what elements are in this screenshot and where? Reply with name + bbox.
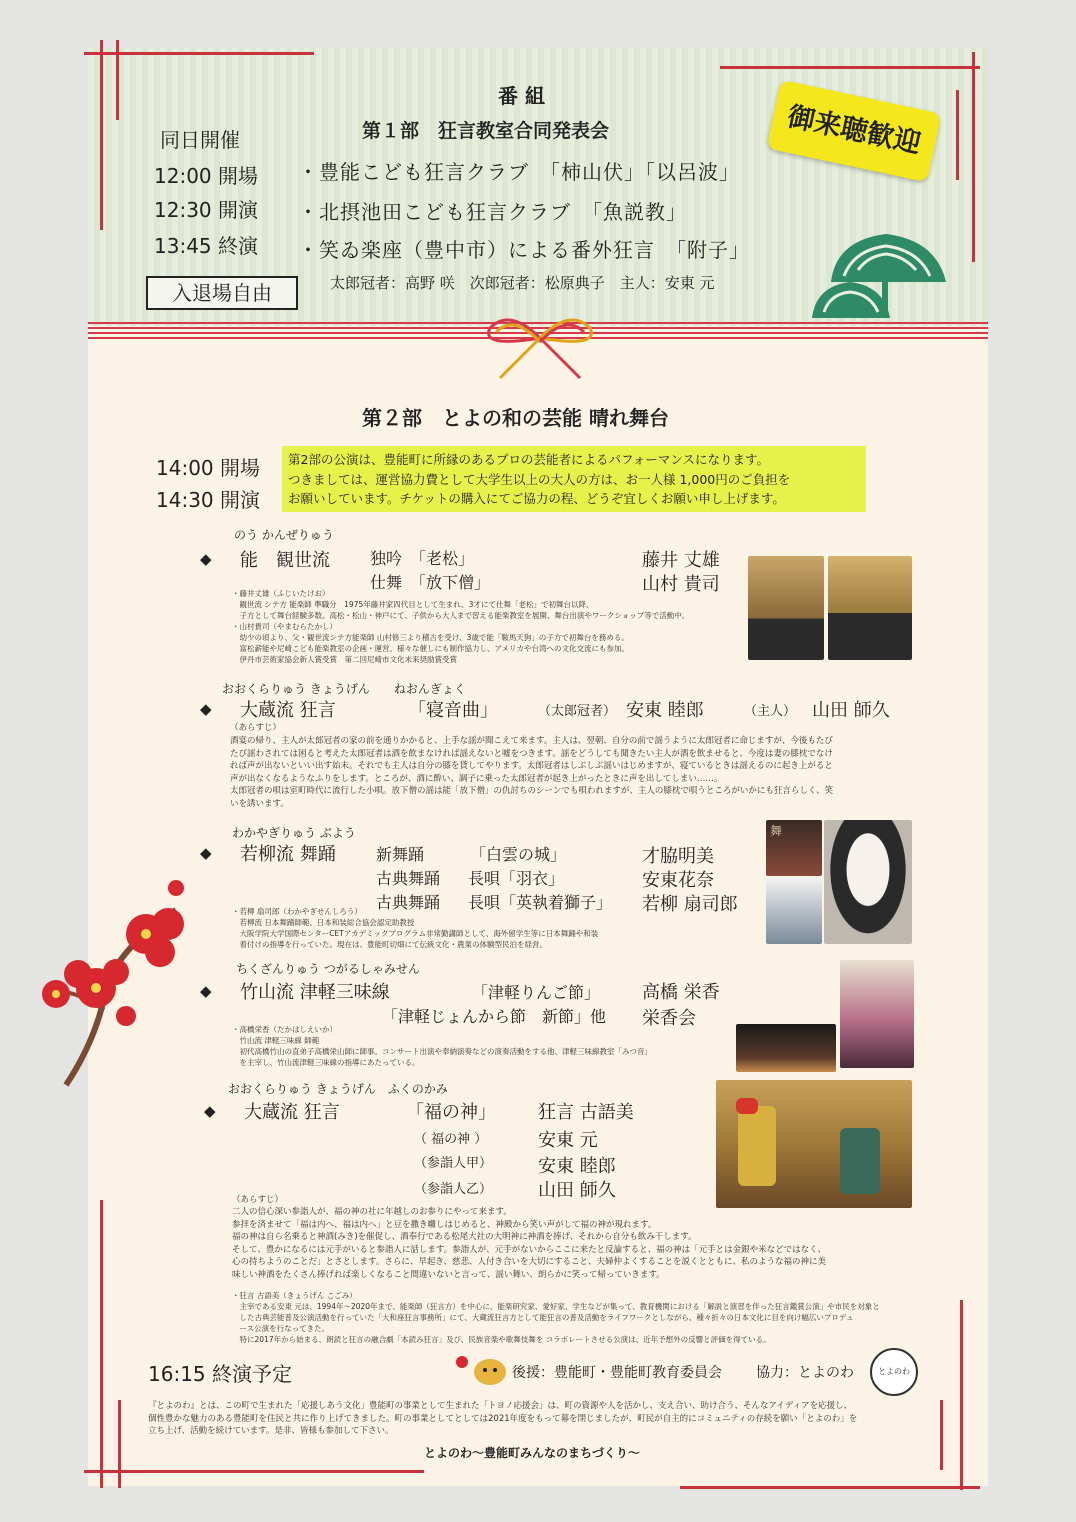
- buyo-category: 古典舞踊: [376, 869, 441, 888]
- actor-figure: [738, 1106, 776, 1186]
- diamond-bullet-icon: ◆: [200, 550, 212, 568]
- part1-title: 第１部 狂言教室合同発表会: [362, 120, 610, 142]
- noh-performer: 藤井 丈雄: [642, 550, 720, 571]
- actor-mask: [736, 1098, 758, 1114]
- synopsis-line: 酒宴の帰り、主人が太郎冠者の家の前を通りかかると、上手な謡が聞こえて来ます。主人は、翌朝、自分の前で謡うように太郎冠者に命じますが、今後もたび: [230, 736, 833, 746]
- part2-open-time: 14:00 開場: [156, 456, 260, 480]
- bio-line: ・若柳 扇司郎（わかやぎせんしろう）: [232, 907, 362, 916]
- synopsis-line: そして、豊かになるには元手がいると参詣人に話します。参詣人が、元手がないからここに来たと反論すると、福の神は「元手とは金銀や米などではなく、: [232, 1244, 826, 1255]
- about-line: 個性豊かな魅力のある豊能町を住民と共に作り上げてきました。町の事業としてとしては2021年度をもって幕を閉じましたが、町民が自主的にコミュニティの存続を願い「とよのわ」を: [148, 1413, 858, 1424]
- welcome-sign-text: 御来聴歓迎: [784, 101, 924, 160]
- bio-line: 幼少の頃より、父・観世流シテ方能楽師 山村修三より稽古を受け、3歳で能「鞍馬天狗」の子方で初舞台を務める。: [232, 633, 629, 642]
- kyogen1-name: 大蔵流 狂言: [240, 700, 336, 721]
- part2-start-time: 14:30 開演: [156, 488, 260, 512]
- noh-photo-2: [828, 556, 912, 660]
- buyo-performer: 才脇明美: [642, 846, 714, 867]
- frame-line: [100, 1200, 103, 1488]
- kyogen1-role: （太郎冠者）: [538, 704, 617, 719]
- bio-line: 着付けの指導を行っていた。現在は、豊能町切畑にて伝統文化・農業の体験型民泊を経営。: [232, 940, 547, 949]
- frame-line: [956, 90, 959, 180]
- kyogen2-program: 「福の神」: [406, 1102, 496, 1123]
- bio-line: 主宰である安東 元は、1994年〜2020年まで、能楽師（狂言方）を中心に、能楽研究家、愛好家、学生などが集って、教育機関における「解説と演習を伴った狂言鑑賞公演」や市民を対象と: [232, 1302, 880, 1311]
- shamisen-ruby: ちくざんりゅう つがるしゃみせん: [236, 962, 420, 976]
- bio-line: ・山村貴司（やまむらたかし）: [232, 622, 337, 631]
- bio-line: 子方として舞台経験多数。高松・松山・神戸にて、子供から大人まで習える能楽教室を展開、舞台出演やワークショップ等で活動中。: [232, 611, 690, 620]
- synopsis-line: 福の神は自ら名乗ると神酒(みき)を催促し、酒奉行である松尾大社の大明神に神酒を捧げ、それから自分も飲み干します。: [232, 1232, 697, 1242]
- buyo-program: 長唄「羽衣」: [468, 869, 565, 888]
- buyo-ruby: わかやぎりゅう ぶよう: [232, 826, 356, 840]
- noh-name: 能 観世流: [240, 550, 330, 571]
- buyo-name: 若柳流 舞踊: [240, 844, 336, 865]
- kyogen2-role: （参詣人乙）: [414, 1182, 493, 1197]
- buyo-bio: [232, 906, 652, 950]
- part1-item: ・北摂池田こども狂言クラブ 「魚説教」: [298, 200, 687, 224]
- actor-figure: [840, 1128, 880, 1194]
- bio-line: ・狂言 古語美（きょうげん こごみ）: [232, 1291, 357, 1300]
- frame-line: [100, 40, 103, 230]
- page-title: 番 組: [498, 84, 545, 108]
- buyo-category: 古典舞踊: [376, 893, 441, 912]
- shamisen-bio: [232, 1024, 712, 1068]
- part1-open-time: 12:00 開場: [154, 164, 258, 188]
- part2-title: 第２部 とよの和の芸能 晴れ舞台: [362, 406, 669, 430]
- notice-box: [282, 446, 866, 512]
- frame-line: [680, 1486, 980, 1489]
- tagline: とよのわ〜豊能町みんなのまちづくり〜: [424, 1446, 640, 1460]
- notice-line: お願いしています。チケットの購入にてご協力の程、どうぞ宜しくお願い申し上げます。: [288, 491, 785, 506]
- kyogen2-bio: [232, 1290, 944, 1345]
- kyogen1-program: 「寝音曲」: [408, 700, 498, 721]
- diamond-bullet-icon: ◆: [200, 700, 212, 718]
- synopsis-label: （あらすじ）: [232, 1195, 284, 1205]
- pine-tree-icon: [806, 220, 966, 324]
- bio-line: 初代高橋竹山の直弟子高橋栄山師に師事。コンサート出演や奉納演奏などの演奏活動をする他、津軽三味線教室「みつ音」: [232, 1047, 652, 1056]
- part1-end-time: 13:45 終演: [154, 234, 258, 258]
- shamisen-performer: 高橋 栄香: [642, 982, 720, 1003]
- diamond-bullet-icon: ◆: [200, 844, 212, 862]
- noh-program: 独吟 「老松」: [370, 549, 475, 568]
- logo-text: とよのわ: [878, 1367, 910, 1376]
- bio-line: ース公演を行なってきた。: [232, 1324, 330, 1333]
- bio-line: 若柳流 日本舞踊師範、日本和装総合協会認定助教授: [232, 918, 415, 927]
- kyogen1-actor: 安東 睦郎: [626, 700, 704, 721]
- synopsis-line: いを誘います。: [230, 798, 289, 809]
- noh-performer: 山村 貴司: [642, 574, 720, 595]
- kyogen1-synopsis: [230, 735, 942, 810]
- synopsis-line: たび謡わされては困ると考えた太郎冠者は酒を飲まなければ謡えないと嘘をつきます。謡をどうしても聞きたい主人が酒を飲ませると、今度は妻の膝枕でなけ: [230, 748, 833, 759]
- kyogen2-role: （ 福の神 ）: [414, 1132, 488, 1147]
- buyo-performer: 若柳 扇司郎: [642, 894, 738, 915]
- about-text: [148, 1400, 938, 1438]
- support-text: 後援：豊能町・豊能町教育委員会: [512, 1365, 722, 1381]
- buyo-program: 長唄「英執着獅子」: [468, 893, 613, 912]
- synopsis-line: れば声が出ないといい出す始末。それでも主人は自分の膝を貸してやります。太郎冠者はしぶしぶ謡いはじめますが、寝ているときは謡えるのに起き上がると: [230, 761, 833, 771]
- shamisen-photo-1: [736, 1024, 836, 1072]
- part1-start-time: 12:30 開演: [154, 198, 258, 222]
- bio-line: 竹山流 津軽三味線 師範: [232, 1036, 320, 1045]
- buyo-program: 「白雲の城」: [470, 845, 567, 864]
- shamisen-program: 「津軽りんご節」: [472, 983, 601, 1002]
- kyogen2-name: 大蔵流 狂言: [244, 1102, 340, 1123]
- end-time: 16:15 終演予定: [148, 1362, 292, 1386]
- free-entry-box: 入退場自由: [146, 276, 298, 310]
- plum-blossom-icon: [26, 870, 196, 1090]
- cooperation-text: 協力：とよのわ: [756, 1365, 854, 1381]
- noh-photo-1: [748, 556, 824, 660]
- frame-line: [960, 1300, 963, 1490]
- kyogen1-ruby: おおくらりゅう きょうげん ねおんぎょく: [222, 682, 466, 696]
- noh-bio: [232, 588, 752, 665]
- bio-line: を主宰し、竹山流津軽三味線の指導にあたっている。: [232, 1058, 420, 1067]
- synopsis-line: 二人の信心深い参詣人が、福の神の社に年越しのお参りにやって来ます。: [232, 1207, 512, 1217]
- buyo-photo-2: [766, 878, 822, 944]
- shamisen-photo-2: [840, 960, 914, 1068]
- diamond-bullet-icon: ◆: [200, 982, 212, 1000]
- diamond-bullet-icon: ◆: [204, 1102, 216, 1120]
- bio-line: 大阪学院大学国際センターCETアカデミックプログラム非常勤講師として、海外留学生等に日本舞踊や和装: [232, 929, 599, 938]
- shamisen-program: 「津軽じょんから節 新節」他: [382, 1007, 607, 1026]
- kyogen2-lead: 狂言 古語美: [538, 1102, 634, 1123]
- bio-line: した古典芸能普及公演活動を行っていた「大和座狂言事務所」にて、大蔵流狂言方として能狂言の普及活動をライフワークとしながら、種々折々の日本文化に目を向け幅広いプロデュ: [232, 1313, 854, 1322]
- kyogen2-photo: [716, 1080, 912, 1208]
- same-day-label: 同日開催: [160, 128, 240, 152]
- part1-item: ・豊能こども狂言クラブ 「柿山伏」「以呂波」: [298, 160, 740, 184]
- part1-cast: 太郎冠者：高野 咲 次郎冠者：松原典子 主人：安東 元: [330, 274, 715, 292]
- shamisen-name: 竹山流 津軽三味線: [240, 982, 390, 1003]
- bio-line: ・高橋栄香（たかはしえいか）: [232, 1025, 337, 1034]
- synopsis-line: 声が出なくなるようなふりをします。ところが、酒に酔い、調子に乗った太郎冠者が起き上がったときに声を出してしまい……。: [230, 773, 723, 784]
- kyogen2-role: （参詣人甲）: [414, 1156, 493, 1171]
- noh-program: 仕舞 「放下僧」: [370, 573, 491, 592]
- frame-line: [720, 66, 980, 69]
- part1-item: ・笑ゐ楽座（豊中市）による番外狂言 「附子」: [298, 238, 750, 262]
- shamisen-performer: 栄香会: [642, 1008, 696, 1029]
- buyo-photo-1: [766, 820, 822, 876]
- bio-line: 富松薪能や尼崎こども能楽教室の企画・運営、様々な催しにも制作協力し、アメリカや台湾への文化交流にも参加。: [232, 644, 629, 653]
- noh-ruby: のう かんぜりゅう: [234, 528, 334, 542]
- buyo-category: 新舞踊: [376, 845, 425, 864]
- buyo-photo-3: [824, 820, 912, 944]
- notice-line: 第2部の公演は、豊能町に所縁のあるプロの芸能者によるパフォーマンスになります。: [288, 452, 769, 467]
- bio-line: 特に2017年から始まる、朗読と狂言の融合劇「本読み狂言」及び、民族音楽や歌舞伎舞を コラボレートさせる公演は、近年予想外の反響と評価を得ている。: [232, 1335, 771, 1344]
- frame-line: [118, 1400, 121, 1488]
- kyogen2-actor: 山田 師久: [538, 1180, 616, 1201]
- toyonowa-logo: [870, 1348, 918, 1396]
- mizuhiki-knot-icon: [470, 298, 610, 384]
- frame-line: [116, 40, 119, 120]
- synopsis-line: 心の持ちようのことだ」とさとします。さらに、早起き、慈悲、人付き合いを大切にすること、夫婦仲よくすることを説くとともに、私のような福の神に美: [232, 1257, 826, 1267]
- kyogen1-role: （主人）: [744, 704, 797, 719]
- synopsis-label: （あらすじ）: [230, 723, 282, 733]
- kyogen2-actor: 安東 睦郎: [538, 1156, 616, 1177]
- kyogen2-synopsis: [232, 1206, 932, 1281]
- synopsis-line: 味しい神酒をたくさん捧げれば楽しくなること間違いないと言って、謡い舞い、朗らかに笑って帰っていきます。: [232, 1269, 665, 1280]
- synopsis-line: 参拝を済ませて「福は内へ、福は内へ」と豆を撒き囃しはじめると、神殿から笑い声がして福の神が現れます。: [232, 1219, 657, 1230]
- notice-line: つきましては、運営協力費として大学生以上の大人の方は、お一人様 1,000円のご負担を: [288, 471, 791, 487]
- photo-caption: 舞: [770, 824, 783, 838]
- bio-line: 伊丹市芸術家協会新人賞受賞 第二回尼崎市文化未来奨励賞受賞: [232, 655, 457, 664]
- buyo-performer: 安東花奈: [642, 870, 714, 891]
- synopsis-line: 太郎冠者の唄は室町時代に流行した小唄。放下僧の謡は能「放下僧」の仇討ちのシーンでも唄われますが、主人の膝枕で唄うところがいかにも狂言らしく、笑: [230, 786, 834, 796]
- kyogen2-ruby: おおくらりゅう きょうげん ふくのかみ: [228, 1082, 448, 1096]
- bio-line: 観世流 シテ方 能楽師 準職分 1975年藤井家四代目として生まれ、3才にて仕舞「老松」で初舞台以降、: [232, 600, 594, 609]
- about-line: 立ち上げ、活動を続けています。是非、皆様も参加して下さい。: [148, 1426, 394, 1436]
- mascot-icon: [452, 1352, 510, 1386]
- frame-line: [84, 1470, 424, 1473]
- frame-line: [940, 1400, 943, 1470]
- about-line: 『とよのわ』とは、この町で生まれた「応援しあう文化」豊能町の事業として生まれた「トヨノ応援会」は、町の資源や人を活かし、支え合い、助け合う、そんなアイディアを応援し、: [148, 1401, 853, 1411]
- frame-line: [972, 52, 975, 262]
- bio-line: ・藤井丈雄（ふじいたけお）: [232, 589, 330, 598]
- kyogen1-actor: 山田 師久: [812, 700, 890, 721]
- kyogen2-actor: 安東 元: [538, 1130, 598, 1151]
